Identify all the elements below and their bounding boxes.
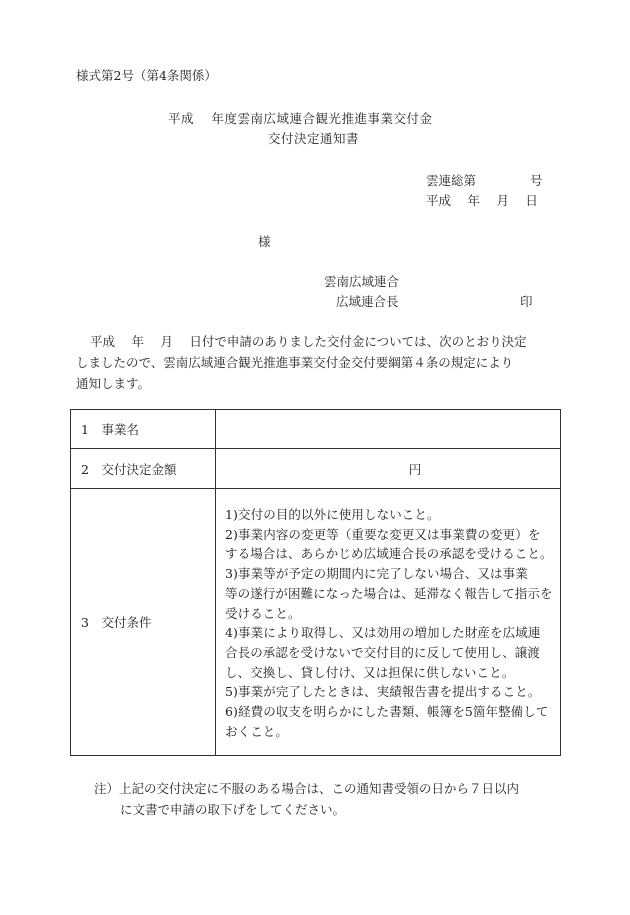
table-row-conditions	[71, 489, 561, 756]
condition-line: 3)事業等が予定の期間内に完了しない場合、又は事業	[225, 566, 528, 582]
body-line-2: しましたので、雲南広域連合観光推進事業交付金交付要綱第４条の規定により	[76, 355, 514, 370]
yen-unit: 円	[408, 461, 422, 477]
table-row-grant-amount	[71, 449, 561, 489]
footnote	[94, 778, 519, 820]
conditions-cell	[216, 489, 561, 756]
document-title-line1: 平成 年度雲南広域連合観光推進事業交付金	[168, 111, 433, 126]
issuer-organization: 雲南広域連合	[324, 274, 400, 289]
addressee-suffix: 様	[258, 234, 271, 249]
grant-amount-label: 2 交付決定金額	[71, 449, 216, 489]
issuer-title: 広域連合長	[336, 294, 399, 309]
condition-line: 合長の承認を受けないで交付目的に反して使用し、譲渡	[225, 644, 541, 660]
body-line-1: 平成 年 月 日付で申請のありました交付金については、次のとおり決定	[90, 334, 527, 349]
conditions-label: 3 交付条件	[71, 489, 216, 756]
document-number: 雲連総第 号	[426, 173, 543, 188]
document-date: 平成 年 月 日	[426, 193, 538, 208]
grant-details-table	[70, 409, 561, 756]
condition-line: 5)事業が完了したときは、実績報告書を提出すること。	[225, 684, 541, 700]
body-line-3: 通知します。	[76, 376, 151, 391]
body-paragraph	[76, 331, 556, 394]
document-title-line2: 交付決定通知書	[268, 131, 360, 146]
footnote-line-2: に文書で申請の取下げをしてください。	[120, 802, 346, 817]
table-row-project-name	[71, 410, 561, 449]
condition-line: 受けること。	[225, 605, 301, 621]
condition-line: おくこと。	[225, 723, 289, 739]
condition-line: し、交換し、貸し付け、又は担保に供しないこと。	[225, 664, 515, 680]
project-name-value	[216, 410, 561, 449]
conditions-list	[216, 489, 560, 755]
project-name-label: 1 事業名	[71, 410, 216, 449]
condition-line: 等の遂行が困難になった場合は、延滞なく報告して指示を	[225, 585, 553, 601]
condition-line: 2)事業内容の変更等（重要な変更又は事業費の変更）を	[225, 526, 541, 542]
condition-line: 4)事業により取得し、又は効用の増加した財産を広域連	[225, 625, 541, 641]
seal-mark: 印	[520, 294, 533, 309]
condition-line: 6)経費の収支を明らかにした書類、帳簿を5箇年整備して	[225, 704, 549, 720]
footnote-line-1: 注）上記の交付決定に不服のある場合は、この通知書受領の日から７日以内	[94, 781, 520, 796]
grant-amount-value	[216, 449, 561, 489]
form-label: 様式第2号（第4条関係）	[76, 68, 217, 83]
condition-line: 1)交付の目的以外に使用しないこと。	[225, 507, 440, 522]
condition-line: する場合は、あらかじめ広域連合長の承認を受けること。	[225, 546, 553, 562]
